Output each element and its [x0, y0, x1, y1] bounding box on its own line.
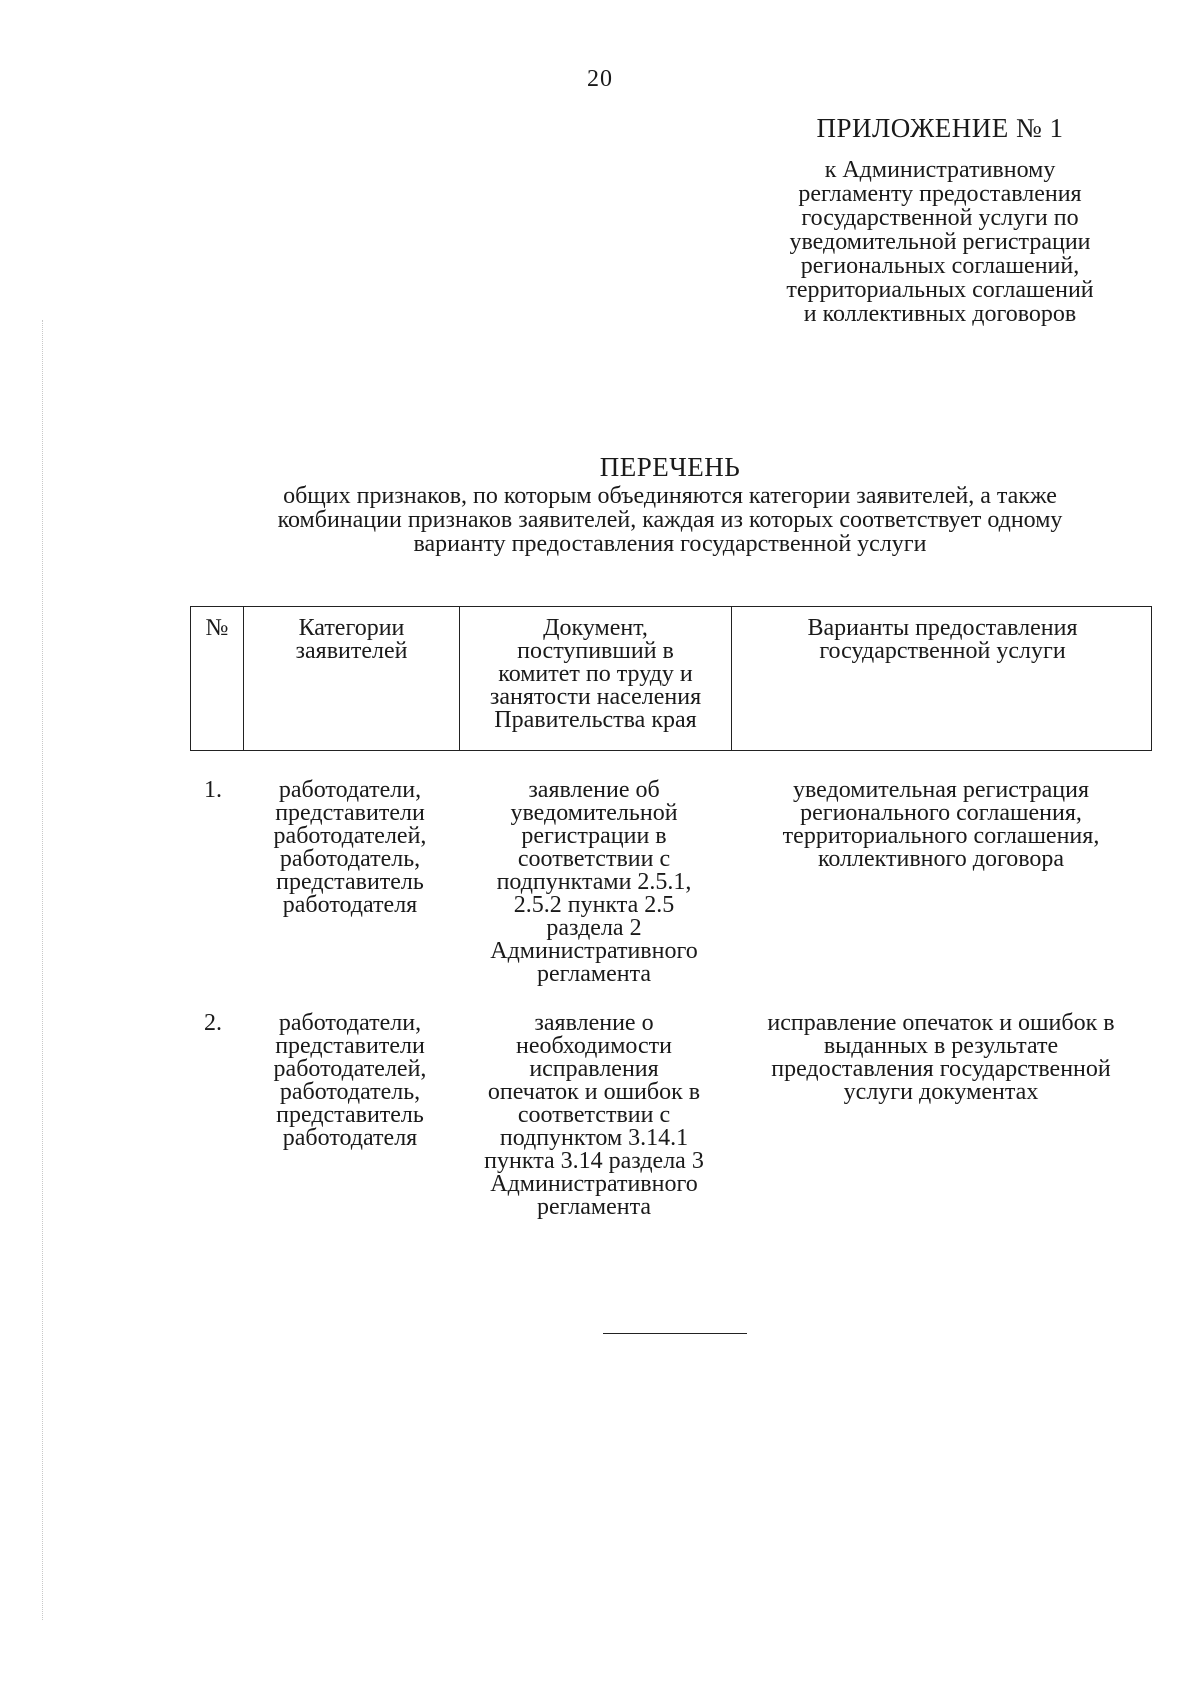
row-document-line: регламента — [536, 1194, 652, 1220]
row-document-line: необходимости — [515, 1033, 672, 1059]
row-document-line: заявление о — [534, 1010, 654, 1036]
row-document-line: соответствии с — [517, 846, 671, 872]
row-document-line: соответствии с — [517, 1102, 671, 1128]
header-category-line: заявителей — [295, 638, 408, 664]
row-variant — [730, 1000, 1152, 1219]
row-document-line: исправления — [529, 1056, 659, 1082]
row-category-line: работодателя — [282, 1125, 418, 1151]
header-variants — [731, 607, 1153, 750]
row-number — [190, 767, 242, 986]
row-category-line: работодателей, — [273, 1056, 427, 1082]
appendix-line: региональных соглашений, — [800, 253, 1080, 279]
header-category-line: Категории — [298, 615, 405, 641]
table-row — [190, 1000, 1152, 1219]
appendix-title: ПРИЛОЖЕНИЕ № 1 — [816, 113, 1064, 143]
row-document-line: регистрации в — [521, 823, 667, 849]
page-number: 20 — [587, 66, 613, 92]
list-subtitle-line: варианту предоставления государственной услуги — [413, 531, 927, 557]
row-category-line: работодателя — [282, 892, 418, 918]
row-category-line: представители — [275, 1033, 425, 1059]
row-number — [190, 1000, 242, 1219]
table-row — [190, 767, 1152, 986]
header-document — [459, 607, 731, 750]
row-category-line: работодателей, — [273, 823, 427, 849]
header-document-line: занятости населения — [489, 684, 702, 710]
row-variant — [730, 767, 1152, 986]
appendix-line: территориальных соглашений — [786, 277, 1094, 303]
appendix-line: уведомительной регистрации — [789, 229, 1091, 255]
appendix-line: регламенту предоставления — [798, 181, 1082, 207]
row-variant-line: уведомительная регистрация — [792, 777, 1090, 803]
row-document-line: регламента — [536, 961, 652, 987]
list-heading — [120, 450, 1200, 556]
header-document-line: Документ, — [543, 615, 648, 641]
row-category-line: работодатели, — [278, 777, 422, 803]
row-document-line: уведомительной — [510, 800, 678, 826]
header-number-label: № — [205, 615, 229, 641]
appendix-line: и коллективных договоров — [803, 301, 1077, 327]
row-document — [458, 767, 730, 986]
row-category-line: представитель — [276, 1102, 424, 1128]
header-document-line: комитет по труду и — [498, 661, 693, 687]
row-category-line: представители — [275, 800, 425, 826]
row-category-line: работодатель, — [279, 1079, 421, 1105]
row-document-line: опечаток и ошибок в — [487, 1079, 701, 1105]
row-variant-line: регионального соглашения, — [800, 800, 1082, 826]
list-subtitle-line: комбинации признаков заявителей, каждая из которых соответствует одному — [277, 507, 1063, 533]
row-document-line: Административного — [490, 938, 698, 964]
applicant-categories-table — [190, 606, 1152, 1219]
header-category — [243, 607, 459, 750]
header-variants-line: Варианты предоставления — [807, 615, 1078, 641]
row-document-line: пункта 3.14 раздела 3 — [484, 1148, 704, 1174]
row-category-line: работодатели, — [278, 1010, 422, 1036]
row-document-line: подпунктами 2.5.1, — [496, 869, 692, 895]
row-document — [458, 1000, 730, 1219]
row-document-line: раздела 2 — [546, 915, 642, 941]
appendix-block — [740, 112, 1140, 326]
table-header-row — [190, 606, 1152, 751]
row-document-line: Административного — [490, 1171, 698, 1197]
row-document-line: заявление об — [528, 777, 660, 803]
list-title: ПЕРЕЧЕНЬ — [599, 452, 741, 482]
end-of-document-rule — [603, 1333, 747, 1334]
row-category-line: представитель — [276, 869, 424, 895]
header-number — [191, 607, 243, 750]
row-variant-line: выданных в результате — [823, 1033, 1059, 1059]
header-variants-line: государственной услуги — [819, 638, 1066, 664]
row-variant-line: исправление опечаток и ошибок в — [767, 1010, 1115, 1036]
row-category — [242, 1000, 458, 1219]
scan-margin-marks — [42, 320, 47, 1620]
row-variant-line: услуги документах — [843, 1079, 1039, 1105]
row-number-label: 1. — [204, 777, 222, 803]
row-variant-line: территориального соглашения, — [782, 823, 1100, 849]
list-subtitle-line: общих признаков, по которым объединяются категории заявителей, а также — [283, 483, 1057, 509]
row-document-line: 2.5.2 пункта 2.5 — [513, 892, 675, 918]
header-document-line: поступивший в — [517, 638, 674, 664]
row-category-line: работодатель, — [279, 846, 421, 872]
header-document-line: Правительства края — [494, 707, 697, 733]
row-number-label: 2. — [204, 1010, 222, 1036]
row-variant-line: коллективного договора — [817, 846, 1065, 872]
appendix-line: государственной услуги по — [801, 205, 1079, 231]
row-variant-line: предоставления государственной — [771, 1056, 1111, 1082]
row-category — [242, 767, 458, 986]
appendix-line: к Административному — [824, 157, 1056, 183]
row-document-line: подпунктом 3.14.1 — [499, 1125, 689, 1151]
